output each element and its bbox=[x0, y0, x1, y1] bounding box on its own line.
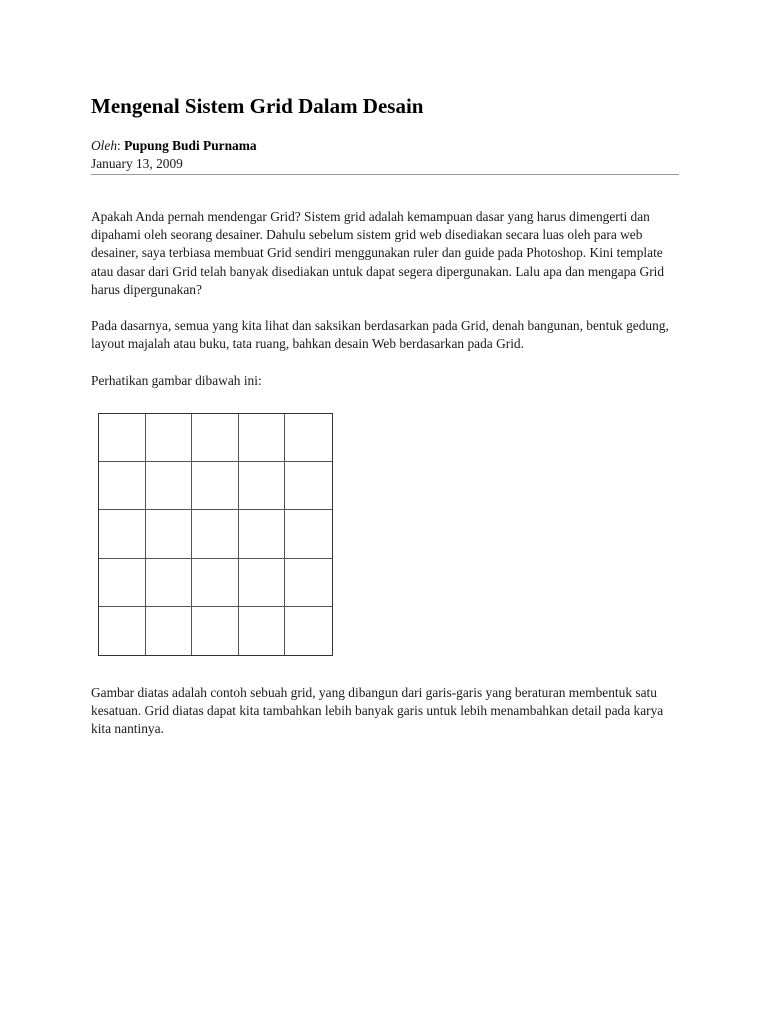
grid-cell bbox=[146, 414, 193, 462]
grid-cell bbox=[239, 559, 286, 607]
paragraph-intro: Apakah Anda pernah mendengar Grid? Sistem grid adalah kemampuan dasar yang harus dimengerti dan dipahami oleh seorang desainer. Dahulu sebelum sistem grid web disediakan secara luas oleh para web desainer, saya terbiasa membuat Grid sendiri menggunakan ruler dan guide pada Photoshop. Kini template atau dasar dari Grid telah banyak disediakan untuk dapat segera dipergunakan. Lalu apa dan mengapa Grid harus dipergunakan? bbox=[91, 209, 665, 297]
grid-cell bbox=[239, 510, 286, 558]
grid-cell bbox=[146, 559, 193, 607]
paragraph-figure-intro: Perhatikan gambar dibawah ini: bbox=[91, 373, 262, 388]
grid-cell bbox=[239, 414, 286, 462]
grid-figure bbox=[98, 413, 333, 656]
grid-cell bbox=[285, 510, 332, 558]
grid-cell bbox=[99, 607, 146, 655]
paragraph-conclusion: Gambar diatas adalah contoh sebuah grid, yang dibangun dari garis-garis yang beraturan membentuk satu kesatuan. Grid diatas dapat kita tambahkan lebih banyak garis untuk lebih menambahkan detail pada karya kita nantinya. bbox=[91, 685, 664, 737]
grid-cell bbox=[239, 607, 286, 655]
author-name: Pupung Budi Purnama bbox=[124, 138, 257, 153]
grid-cell bbox=[285, 414, 332, 462]
grid-cell bbox=[146, 462, 193, 510]
grid-cell bbox=[192, 559, 239, 607]
grid-cell bbox=[99, 462, 146, 510]
grid-cell bbox=[285, 462, 332, 510]
grid-cell bbox=[99, 559, 146, 607]
byline bbox=[91, 138, 257, 154]
header-divider bbox=[91, 174, 679, 175]
grid-cell bbox=[192, 510, 239, 558]
grid-cell bbox=[192, 414, 239, 462]
grid-cell bbox=[146, 510, 193, 558]
grid-cell bbox=[99, 414, 146, 462]
grid-cell bbox=[146, 607, 193, 655]
grid-cell bbox=[192, 607, 239, 655]
paragraph-basis: Pada dasarnya, semua yang kita lihat dan saksikan berdasarkan pada Grid, denah bangunan, bentuk gedung, layout majalah atau buku, tata ruang, bahkan desain Web berdasarkan pada Grid. bbox=[91, 318, 669, 352]
publish-date: January 13, 2009 bbox=[91, 156, 183, 171]
byline-separator: : bbox=[117, 138, 125, 153]
grid-cell bbox=[285, 559, 332, 607]
grid-cell bbox=[192, 462, 239, 510]
grid-cell bbox=[99, 510, 146, 558]
grid-cell bbox=[285, 607, 332, 655]
byline-label: Oleh bbox=[91, 138, 118, 153]
grid-cell bbox=[239, 462, 286, 510]
article-title: Mengenal Sistem Grid Dalam Desain bbox=[91, 94, 424, 118]
